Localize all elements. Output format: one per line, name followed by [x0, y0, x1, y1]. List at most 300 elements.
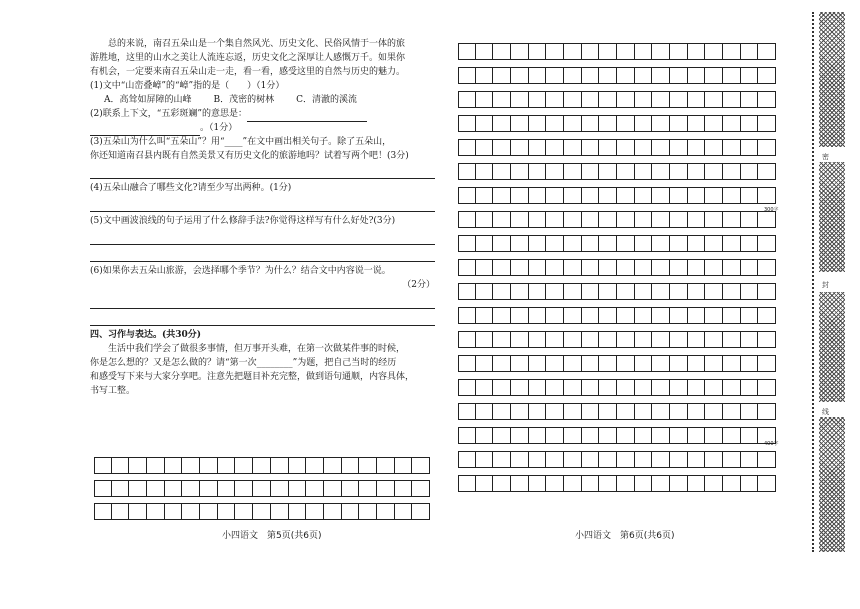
- grid-cell[interactable]: [235, 480, 253, 497]
- grid-cell[interactable]: [599, 91, 617, 108]
- grid-cell[interactable]: [688, 451, 706, 468]
- grid-cell[interactable]: [635, 331, 653, 348]
- grid-cell[interactable]: [476, 427, 494, 444]
- answer-blank-2[interactable]: [247, 112, 367, 122]
- grid-cell[interactable]: [617, 475, 635, 492]
- grid-cell[interactable]: [493, 91, 511, 108]
- grid-cell[interactable]: [723, 67, 741, 84]
- grid-cell[interactable]: [493, 307, 511, 324]
- grid-cell[interactable]: [599, 187, 617, 204]
- grid-cell[interactable]: [342, 457, 360, 474]
- grid-cell[interactable]: [758, 355, 776, 372]
- grid-cell[interactable]: [511, 451, 529, 468]
- grid-cell[interactable]: [652, 283, 670, 300]
- grid-cell[interactable]: [271, 503, 289, 520]
- grid-cell[interactable]: [617, 403, 635, 420]
- grid-cell[interactable]: [476, 451, 494, 468]
- grid-cell[interactable]: [458, 307, 476, 324]
- grid-cell[interactable]: [688, 259, 706, 276]
- grid-cell[interactable]: [688, 115, 706, 132]
- grid-cell[interactable]: [617, 331, 635, 348]
- grid-cell[interactable]: [511, 379, 529, 396]
- grid-cell[interactable]: [493, 139, 511, 156]
- grid-cell[interactable]: [635, 283, 653, 300]
- grid-cell[interactable]: [511, 427, 529, 444]
- grid-cell[interactable]: [688, 283, 706, 300]
- grid-cell[interactable]: [529, 427, 547, 444]
- grid-cell[interactable]: [617, 115, 635, 132]
- grid-cell[interactable]: [635, 307, 653, 324]
- grid-cell[interactable]: [670, 187, 688, 204]
- grid-cell[interactable]: [564, 355, 582, 372]
- grid-cell[interactable]: [493, 283, 511, 300]
- grid-cell[interactable]: [688, 163, 706, 180]
- grid-cell[interactable]: [635, 43, 653, 60]
- grid-cell[interactable]: [546, 211, 564, 228]
- grid-cell[interactable]: [493, 187, 511, 204]
- grid-cell[interactable]: [741, 355, 759, 372]
- grid-cell[interactable]: [705, 355, 723, 372]
- grid-cell[interactable]: [723, 139, 741, 156]
- grid-cell[interactable]: [546, 187, 564, 204]
- grid-cell[interactable]: [582, 475, 600, 492]
- grid-cell[interactable]: [564, 91, 582, 108]
- grid-cell[interactable]: [599, 211, 617, 228]
- grid-cell[interactable]: [670, 259, 688, 276]
- grid-cell[interactable]: [546, 331, 564, 348]
- grid-cell[interactable]: [511, 67, 529, 84]
- grid-cell[interactable]: [564, 187, 582, 204]
- grid-cell[interactable]: [652, 379, 670, 396]
- grid-cell[interactable]: [529, 283, 547, 300]
- grid-cell[interactable]: [377, 503, 395, 520]
- grid-cell[interactable]: [670, 427, 688, 444]
- grid-cell[interactable]: [723, 283, 741, 300]
- grid-cell[interactable]: [582, 259, 600, 276]
- grid-cell[interactable]: [564, 211, 582, 228]
- grid-cell[interactable]: [493, 235, 511, 252]
- grid-cell[interactable]: [758, 43, 776, 60]
- grid-cell[interactable]: [705, 187, 723, 204]
- grid-cell[interactable]: [741, 403, 759, 420]
- grid-cell[interactable]: [705, 43, 723, 60]
- grid-cell[interactable]: [493, 355, 511, 372]
- grid-cell[interactable]: [493, 403, 511, 420]
- grid-cell[interactable]: [165, 503, 183, 520]
- grid-cell[interactable]: [670, 163, 688, 180]
- grid-cell[interactable]: [359, 503, 377, 520]
- grid-cell[interactable]: [182, 457, 200, 474]
- grid-cell[interactable]: [582, 67, 600, 84]
- grid-cell[interactable]: [493, 475, 511, 492]
- grid-cell[interactable]: [476, 139, 494, 156]
- grid-cell[interactable]: [582, 403, 600, 420]
- grid-cell[interactable]: [652, 331, 670, 348]
- grid-cell[interactable]: [741, 283, 759, 300]
- grid-cell[interactable]: [112, 503, 130, 520]
- grid-cell[interactable]: [582, 115, 600, 132]
- grid-cell[interactable]: [705, 235, 723, 252]
- answer-line-4[interactable]: [90, 198, 435, 212]
- grid-cell[interactable]: [705, 67, 723, 84]
- grid-cell[interactable]: [342, 480, 360, 497]
- grid-cell[interactable]: [617, 283, 635, 300]
- grid-cell[interactable]: [652, 451, 670, 468]
- grid-cell[interactable]: [670, 355, 688, 372]
- grid-cell[interactable]: [705, 91, 723, 108]
- grid-cell[interactable]: [582, 43, 600, 60]
- grid-cell[interactable]: [741, 427, 759, 444]
- grid-cell[interactable]: [564, 163, 582, 180]
- grid-cell[interactable]: [377, 480, 395, 497]
- grid-cell[interactable]: [758, 235, 776, 252]
- grid-cell[interactable]: [635, 163, 653, 180]
- grid-cell[interactable]: [182, 503, 200, 520]
- grid-cell[interactable]: [546, 451, 564, 468]
- grid-cell[interactable]: [741, 211, 759, 228]
- grid-cell[interactable]: [359, 457, 377, 474]
- grid-cell[interactable]: [688, 235, 706, 252]
- grid-cell[interactable]: [458, 115, 476, 132]
- grid-cell[interactable]: [688, 211, 706, 228]
- grid-cell[interactable]: [652, 163, 670, 180]
- grid-cell[interactable]: [582, 91, 600, 108]
- grid-cell[interactable]: [741, 43, 759, 60]
- grid-cell[interactable]: [129, 480, 147, 497]
- grid-cell[interactable]: [182, 480, 200, 497]
- grid-cell[interactable]: [529, 115, 547, 132]
- grid-cell[interactable]: [723, 403, 741, 420]
- grid-cell[interactable]: [670, 139, 688, 156]
- grid-cell[interactable]: [458, 331, 476, 348]
- grid-cell[interactable]: [564, 115, 582, 132]
- grid-cell[interactable]: [94, 480, 112, 497]
- grid-cell[interactable]: [599, 475, 617, 492]
- grid-cell[interactable]: [599, 451, 617, 468]
- grid-cell[interactable]: [129, 503, 147, 520]
- grid-cell[interactable]: [493, 115, 511, 132]
- grid-cell[interactable]: [688, 67, 706, 84]
- grid-cell[interactable]: [511, 259, 529, 276]
- grid-cell[interactable]: [564, 67, 582, 84]
- grid-cell[interactable]: [511, 211, 529, 228]
- grid-cell[interactable]: [476, 283, 494, 300]
- grid-cell[interactable]: [723, 43, 741, 60]
- grid-cell[interactable]: [546, 139, 564, 156]
- grid-cell[interactable]: [670, 43, 688, 60]
- grid-cell[interactable]: [635, 427, 653, 444]
- grid-cell[interactable]: [564, 451, 582, 468]
- grid-cell[interactable]: [476, 259, 494, 276]
- grid-cell[interactable]: [670, 91, 688, 108]
- grid-cell[interactable]: [617, 259, 635, 276]
- grid-cell[interactable]: [546, 259, 564, 276]
- grid-cell[interactable]: [493, 67, 511, 84]
- grid-cell[interactable]: [652, 403, 670, 420]
- grid-cell[interactable]: [458, 139, 476, 156]
- grid-cell[interactable]: [635, 475, 653, 492]
- grid-cell[interactable]: [758, 379, 776, 396]
- grid-cell[interactable]: [476, 91, 494, 108]
- essay-grid-right[interactable]: [458, 43, 776, 492]
- grid-cell[interactable]: [493, 259, 511, 276]
- grid-cell[interactable]: [652, 355, 670, 372]
- grid-cell[interactable]: [652, 43, 670, 60]
- grid-cell[interactable]: [476, 115, 494, 132]
- grid-cell[interactable]: [458, 259, 476, 276]
- grid-cell[interactable]: [758, 451, 776, 468]
- grid-cell[interactable]: [617, 451, 635, 468]
- grid-cell[interactable]: [546, 379, 564, 396]
- grid-cell[interactable]: [599, 67, 617, 84]
- answer-line-6b[interactable]: [90, 312, 435, 326]
- grid-cell[interactable]: [458, 187, 476, 204]
- grid-cell[interactable]: [688, 139, 706, 156]
- grid-cell[interactable]: [147, 457, 165, 474]
- grid-cell[interactable]: [670, 115, 688, 132]
- grid-cell[interactable]: [529, 307, 547, 324]
- grid-cell[interactable]: [670, 379, 688, 396]
- grid-cell[interactable]: [147, 480, 165, 497]
- grid-cell[interactable]: [129, 457, 147, 474]
- grid-cell[interactable]: [546, 403, 564, 420]
- grid-cell[interactable]: [359, 480, 377, 497]
- grid-cell[interactable]: [688, 475, 706, 492]
- grid-cell[interactable]: [582, 211, 600, 228]
- grid-cell[interactable]: [395, 457, 413, 474]
- grid-cell[interactable]: [200, 480, 218, 497]
- grid-cell[interactable]: [599, 403, 617, 420]
- grid-cell[interactable]: [306, 457, 324, 474]
- grid-cell[interactable]: [688, 403, 706, 420]
- answer-line-6a[interactable]: [90, 295, 435, 309]
- grid-cell[interactable]: [564, 259, 582, 276]
- grid-cell[interactable]: [670, 403, 688, 420]
- grid-cell[interactable]: [493, 427, 511, 444]
- grid-cell[interactable]: [758, 139, 776, 156]
- grid-cell[interactable]: [652, 427, 670, 444]
- grid-cell[interactable]: [688, 307, 706, 324]
- grid-cell[interactable]: [617, 379, 635, 396]
- grid-cell[interactable]: [758, 211, 776, 228]
- grid-cell[interactable]: [617, 427, 635, 444]
- grid-cell[interactable]: [564, 307, 582, 324]
- grid-cell[interactable]: [289, 503, 307, 520]
- grid-cell[interactable]: [758, 331, 776, 348]
- grid-cell[interactable]: [741, 331, 759, 348]
- grid-cell[interactable]: [458, 355, 476, 372]
- grid-cell[interactable]: [511, 331, 529, 348]
- grid-cell[interactable]: [582, 451, 600, 468]
- grid-cell[interactable]: [723, 235, 741, 252]
- grid-cell[interactable]: [617, 43, 635, 60]
- grid-cell[interactable]: [723, 163, 741, 180]
- grid-cell[interactable]: [546, 307, 564, 324]
- grid-cell[interactable]: [458, 379, 476, 396]
- grid-cell[interactable]: [617, 67, 635, 84]
- grid-cell[interactable]: [652, 139, 670, 156]
- grid-cell[interactable]: [546, 475, 564, 492]
- grid-cell[interactable]: [670, 235, 688, 252]
- answer-line-5a[interactable]: [90, 231, 435, 245]
- grid-cell[interactable]: [546, 163, 564, 180]
- grid-cell[interactable]: [458, 475, 476, 492]
- grid-cell[interactable]: [493, 379, 511, 396]
- grid-cell[interactable]: [147, 503, 165, 520]
- grid-cell[interactable]: [476, 187, 494, 204]
- grid-cell[interactable]: [758, 403, 776, 420]
- grid-cell[interactable]: [546, 283, 564, 300]
- grid-cell[interactable]: [582, 283, 600, 300]
- grid-cell[interactable]: [564, 43, 582, 60]
- grid-cell[interactable]: [688, 427, 706, 444]
- grid-cell[interactable]: [670, 283, 688, 300]
- grid-cell[interactable]: [253, 457, 271, 474]
- grid-cell[interactable]: [218, 480, 236, 497]
- grid-cell[interactable]: [617, 355, 635, 372]
- grid-cell[interactable]: [493, 211, 511, 228]
- grid-cell[interactable]: [723, 475, 741, 492]
- grid-cell[interactable]: [476, 331, 494, 348]
- grid-cell[interactable]: [253, 480, 271, 497]
- grid-cell[interactable]: [652, 211, 670, 228]
- grid-cell[interactable]: [599, 331, 617, 348]
- grid-cell[interactable]: [476, 307, 494, 324]
- grid-cell[interactable]: [652, 475, 670, 492]
- grid-cell[interactable]: [670, 451, 688, 468]
- grid-cell[interactable]: [511, 187, 529, 204]
- grid-cell[interactable]: [599, 43, 617, 60]
- grid-cell[interactable]: [705, 211, 723, 228]
- grid-cell[interactable]: [582, 355, 600, 372]
- grid-cell[interactable]: [741, 163, 759, 180]
- grid-cell[interactable]: [652, 307, 670, 324]
- grid-cell[interactable]: [635, 91, 653, 108]
- grid-cell[interactable]: [723, 355, 741, 372]
- grid-cell[interactable]: [705, 307, 723, 324]
- grid-cell[interactable]: [458, 451, 476, 468]
- grid-cell[interactable]: [741, 139, 759, 156]
- grid-cell[interactable]: [564, 139, 582, 156]
- grid-cell[interactable]: [705, 475, 723, 492]
- grid-cell[interactable]: [758, 91, 776, 108]
- grid-cell[interactable]: [412, 503, 430, 520]
- grid-cell[interactable]: [476, 235, 494, 252]
- grid-cell[interactable]: [635, 259, 653, 276]
- grid-cell[interactable]: [582, 331, 600, 348]
- grid-cell[interactable]: [688, 91, 706, 108]
- grid-cell[interactable]: [377, 457, 395, 474]
- grid-cell[interactable]: [511, 235, 529, 252]
- grid-cell[interactable]: [599, 283, 617, 300]
- grid-cell[interactable]: [635, 355, 653, 372]
- grid-cell[interactable]: [564, 283, 582, 300]
- grid-cell[interactable]: [529, 187, 547, 204]
- grid-cell[interactable]: [705, 139, 723, 156]
- grid-cell[interactable]: [723, 331, 741, 348]
- answer-line-5b[interactable]: [90, 248, 435, 262]
- grid-cell[interactable]: [564, 427, 582, 444]
- grid-cell[interactable]: [670, 211, 688, 228]
- grid-cell[interactable]: [200, 503, 218, 520]
- grid-cell[interactable]: [395, 503, 413, 520]
- grid-cell[interactable]: [546, 427, 564, 444]
- grid-cell[interactable]: [635, 211, 653, 228]
- grid-cell[interactable]: [271, 480, 289, 497]
- grid-cell[interactable]: [511, 91, 529, 108]
- grid-cell[interactable]: [253, 503, 271, 520]
- grid-cell[interactable]: [511, 115, 529, 132]
- grid-cell[interactable]: [511, 307, 529, 324]
- grid-cell[interactable]: [599, 139, 617, 156]
- grid-cell[interactable]: [511, 283, 529, 300]
- grid-cell[interactable]: [94, 503, 112, 520]
- grid-cell[interactable]: [529, 91, 547, 108]
- grid-cell[interactable]: [235, 503, 253, 520]
- grid-cell[interactable]: [617, 187, 635, 204]
- answer-blank-2b[interactable]: [90, 126, 200, 136]
- grid-cell[interactable]: [617, 91, 635, 108]
- grid-cell[interactable]: [670, 331, 688, 348]
- grid-cell[interactable]: [635, 451, 653, 468]
- grid-cell[interactable]: [670, 475, 688, 492]
- grid-cell[interactable]: [635, 187, 653, 204]
- grid-cell[interactable]: [458, 235, 476, 252]
- grid-cell[interactable]: [493, 331, 511, 348]
- grid-cell[interactable]: [476, 355, 494, 372]
- grid-cell[interactable]: [582, 307, 600, 324]
- grid-cell[interactable]: [493, 451, 511, 468]
- grid-cell[interactable]: [289, 480, 307, 497]
- grid-cell[interactable]: [564, 331, 582, 348]
- grid-cell[interactable]: [511, 43, 529, 60]
- grid-cell[interactable]: [705, 259, 723, 276]
- grid-cell[interactable]: [758, 307, 776, 324]
- grid-cell[interactable]: [723, 187, 741, 204]
- grid-cell[interactable]: [412, 457, 430, 474]
- grid-cell[interactable]: [635, 403, 653, 420]
- grid-cell[interactable]: [723, 91, 741, 108]
- grid-cell[interactable]: [511, 475, 529, 492]
- grid-cell[interactable]: [617, 307, 635, 324]
- grid-cell[interactable]: [741, 187, 759, 204]
- grid-cell[interactable]: [582, 427, 600, 444]
- grid-cell[interactable]: [652, 259, 670, 276]
- grid-cell[interactable]: [546, 115, 564, 132]
- grid-cell[interactable]: [412, 480, 430, 497]
- grid-cell[interactable]: [511, 355, 529, 372]
- grid-cell[interactable]: [652, 91, 670, 108]
- grid-cell[interactable]: [529, 139, 547, 156]
- grid-cell[interactable]: [741, 379, 759, 396]
- grid-cell[interactable]: [564, 379, 582, 396]
- grid-cell[interactable]: [529, 235, 547, 252]
- grid-cell[interactable]: [582, 139, 600, 156]
- grid-cell[interactable]: [546, 67, 564, 84]
- grid-cell[interactable]: [599, 235, 617, 252]
- grid-cell[interactable]: [94, 457, 112, 474]
- grid-cell[interactable]: [705, 379, 723, 396]
- grid-cell[interactable]: [271, 457, 289, 474]
- grid-cell[interactable]: [529, 163, 547, 180]
- grid-cell[interactable]: [511, 403, 529, 420]
- grid-cell[interactable]: [599, 115, 617, 132]
- grid-cell[interactable]: [476, 211, 494, 228]
- grid-cell[interactable]: [511, 163, 529, 180]
- grid-cell[interactable]: [458, 91, 476, 108]
- grid-cell[interactable]: [758, 163, 776, 180]
- grid-cell[interactable]: [546, 355, 564, 372]
